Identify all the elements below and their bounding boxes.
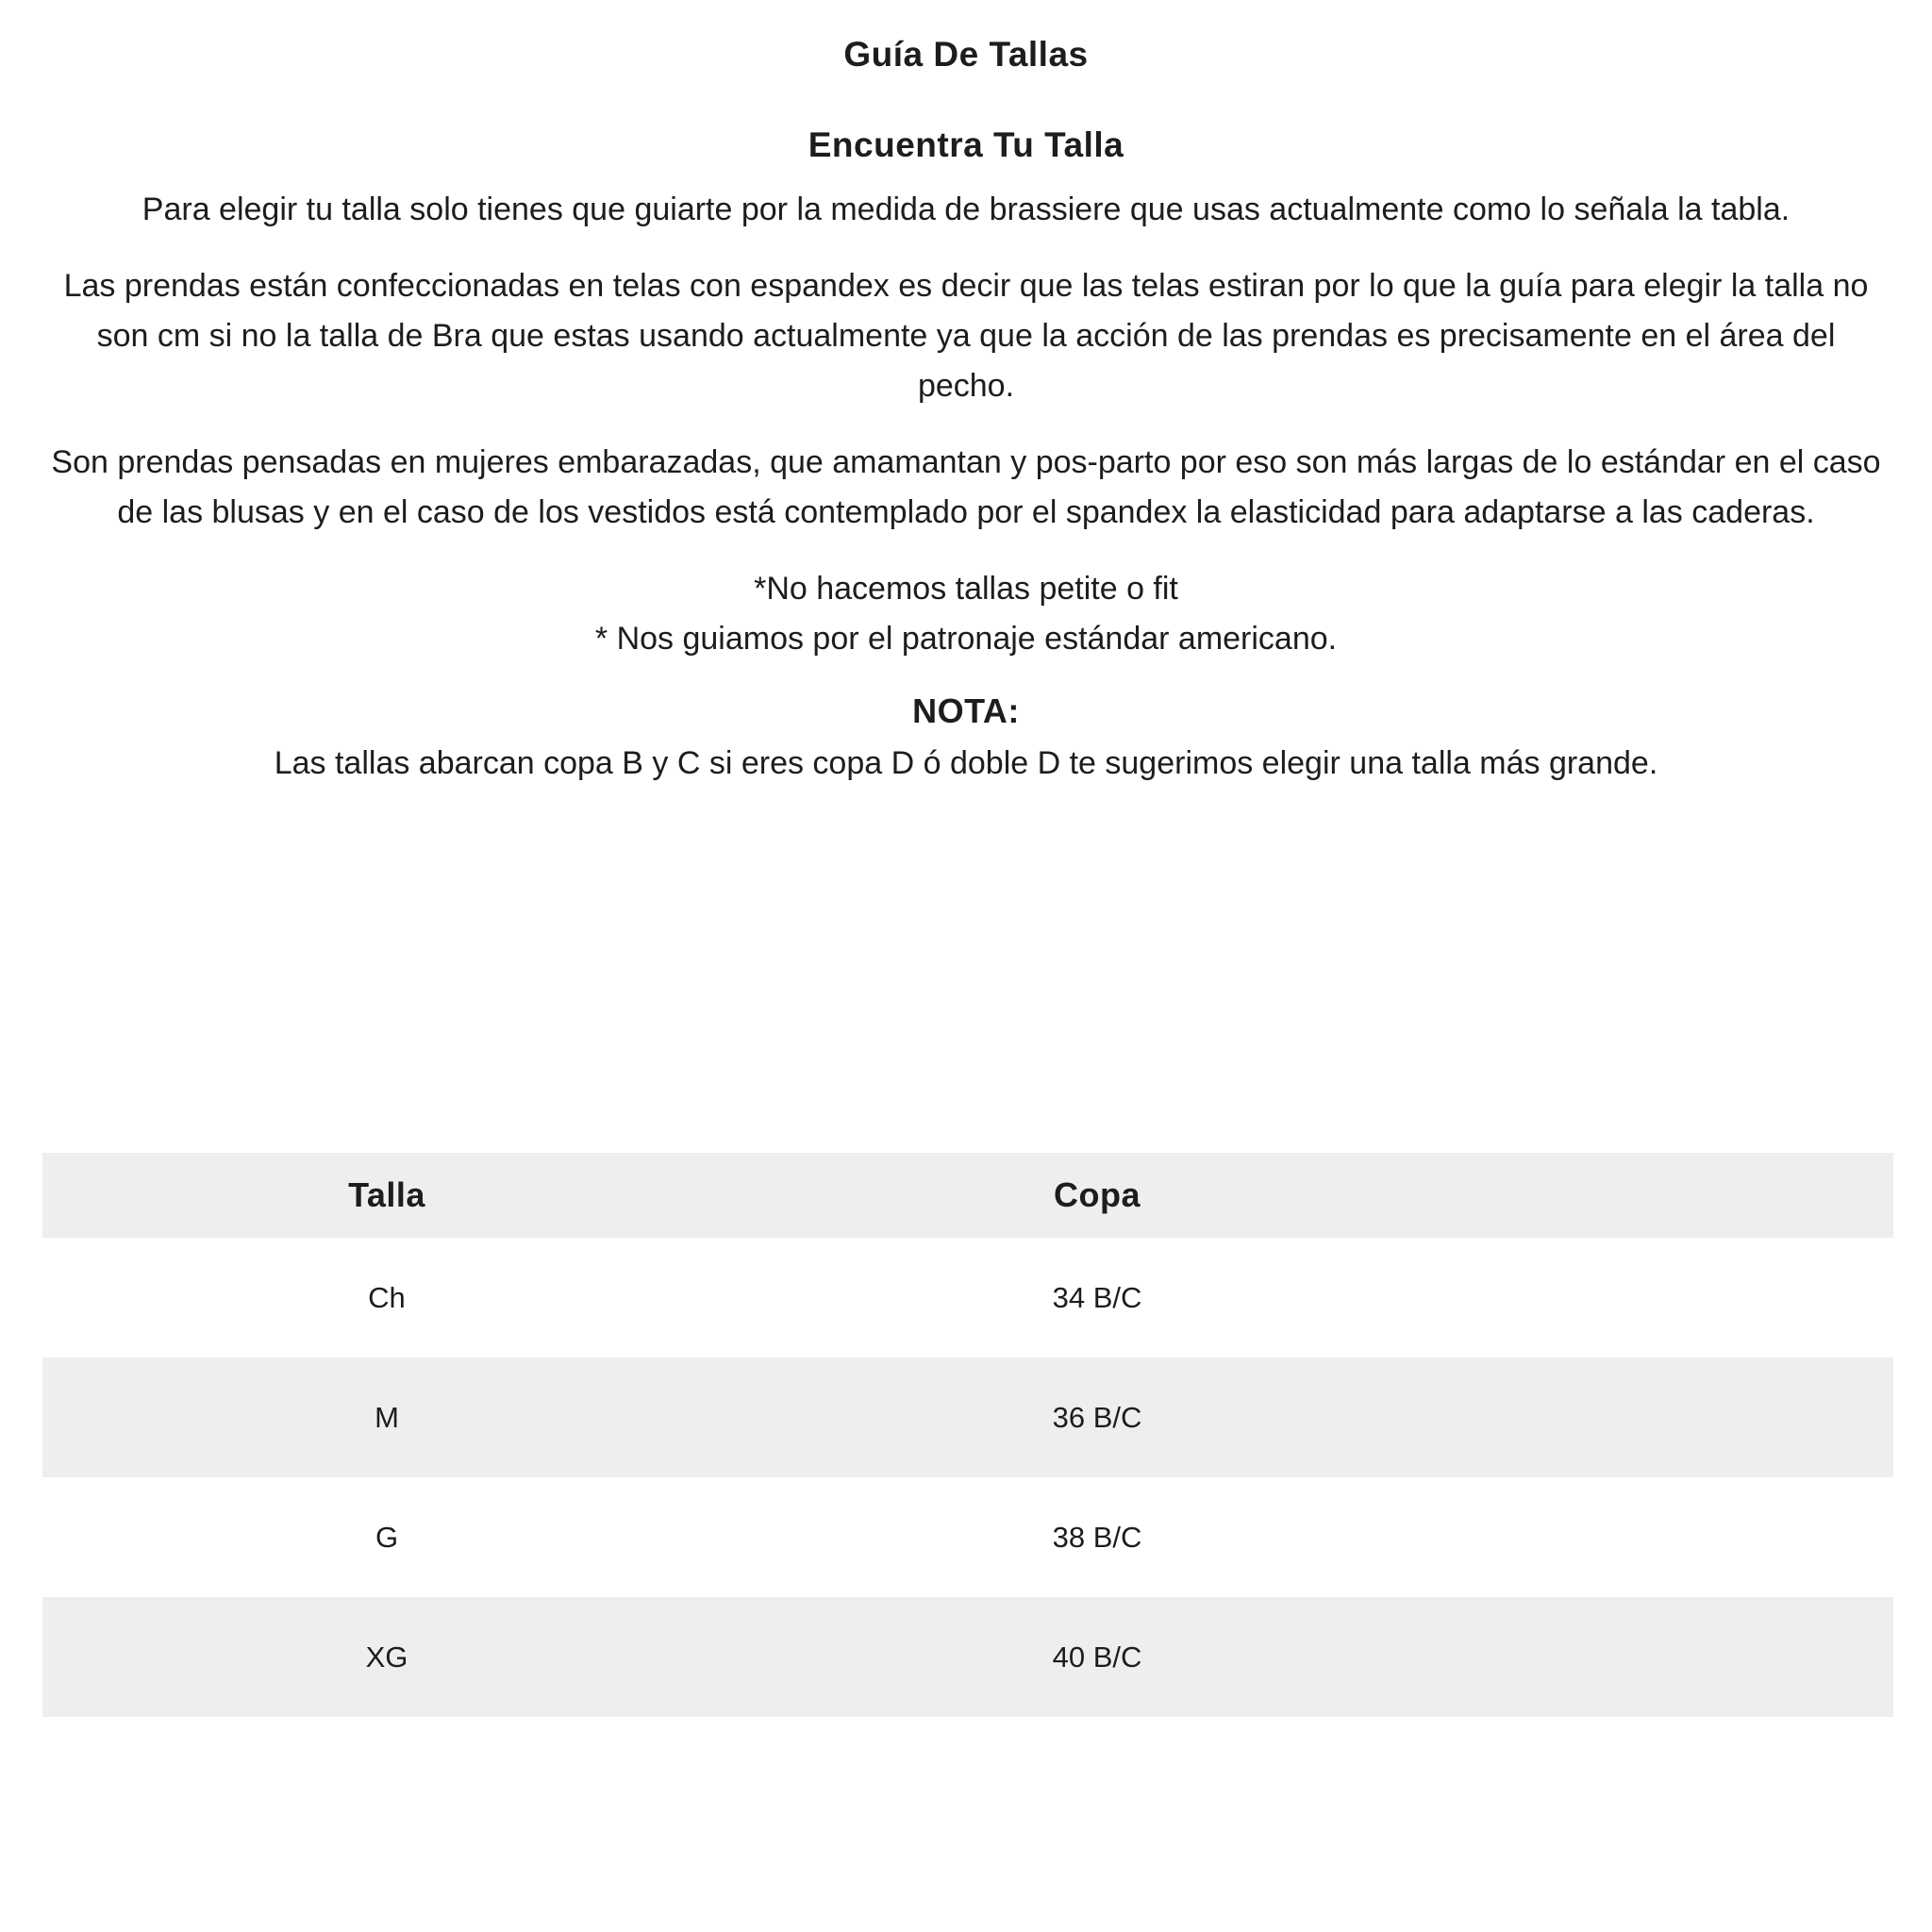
table-cell-talla: Ch [368,1280,406,1314]
disclaimer-patronaje: * Nos guiamos por el patronaje estándar americano. [594,621,1338,657]
table-row-g [42,1477,1893,1597]
intro-paragraph: Para elegir tu talla solo tienes que guiarte por la medida de brassiere que usas actualmente como lo señala la tabla. [142,192,1790,227]
table-cell-copa: 36 B/C [1052,1400,1142,1434]
table-header-copa: Copa [1054,1175,1141,1214]
note-text: Las tallas abarcan copa B y C si eres copa D ó doble D te sugerimos elegir una talla más grande. [274,745,1658,781]
table-cell-talla: M [375,1400,399,1434]
note-label: NOTA: [912,691,1020,730]
disclaimers [46,564,1886,664]
table-row-xg [42,1597,1893,1717]
table-cell-copa: 38 B/C [1052,1520,1142,1554]
table-cell-talla: XG [365,1640,408,1674]
table-header-row [42,1153,1893,1238]
page-title: Guía De Tallas [843,35,1089,74]
table-cell-copa: 34 B/C [1052,1280,1142,1314]
table-header-talla: Talla [348,1175,425,1214]
section-heading: Encuentra Tu Talla [808,125,1124,164]
table-cell-talla: G [375,1520,399,1554]
table-row-ch [42,1238,1893,1357]
table-cell-copa: 40 B/C [1052,1640,1142,1674]
disclaimer-petite: *No hacemos tallas petite o fit [754,571,1178,607]
fabric-paragraph: Las prendas están confeccionadas en telas con espandex es decir que las telas estiran por lo que la guía para elegir la talla no son cm si no la talla de Bra que estas usando actualmente ya que la acción de las prendas es precisamente en el área del pecho. [63,268,1869,404]
table-row-m [42,1357,1893,1477]
fit-paragraph: Son prendas pensadas en mujeres embarazadas, que amamantan y pos-parto por eso son más largas de lo estándar en el caso de las blusas y en el caso de los vestidos está contemplado por el spandex la elasticidad para adaptarse a las caderas. [51,444,1881,530]
size-table [42,1153,1893,1717]
